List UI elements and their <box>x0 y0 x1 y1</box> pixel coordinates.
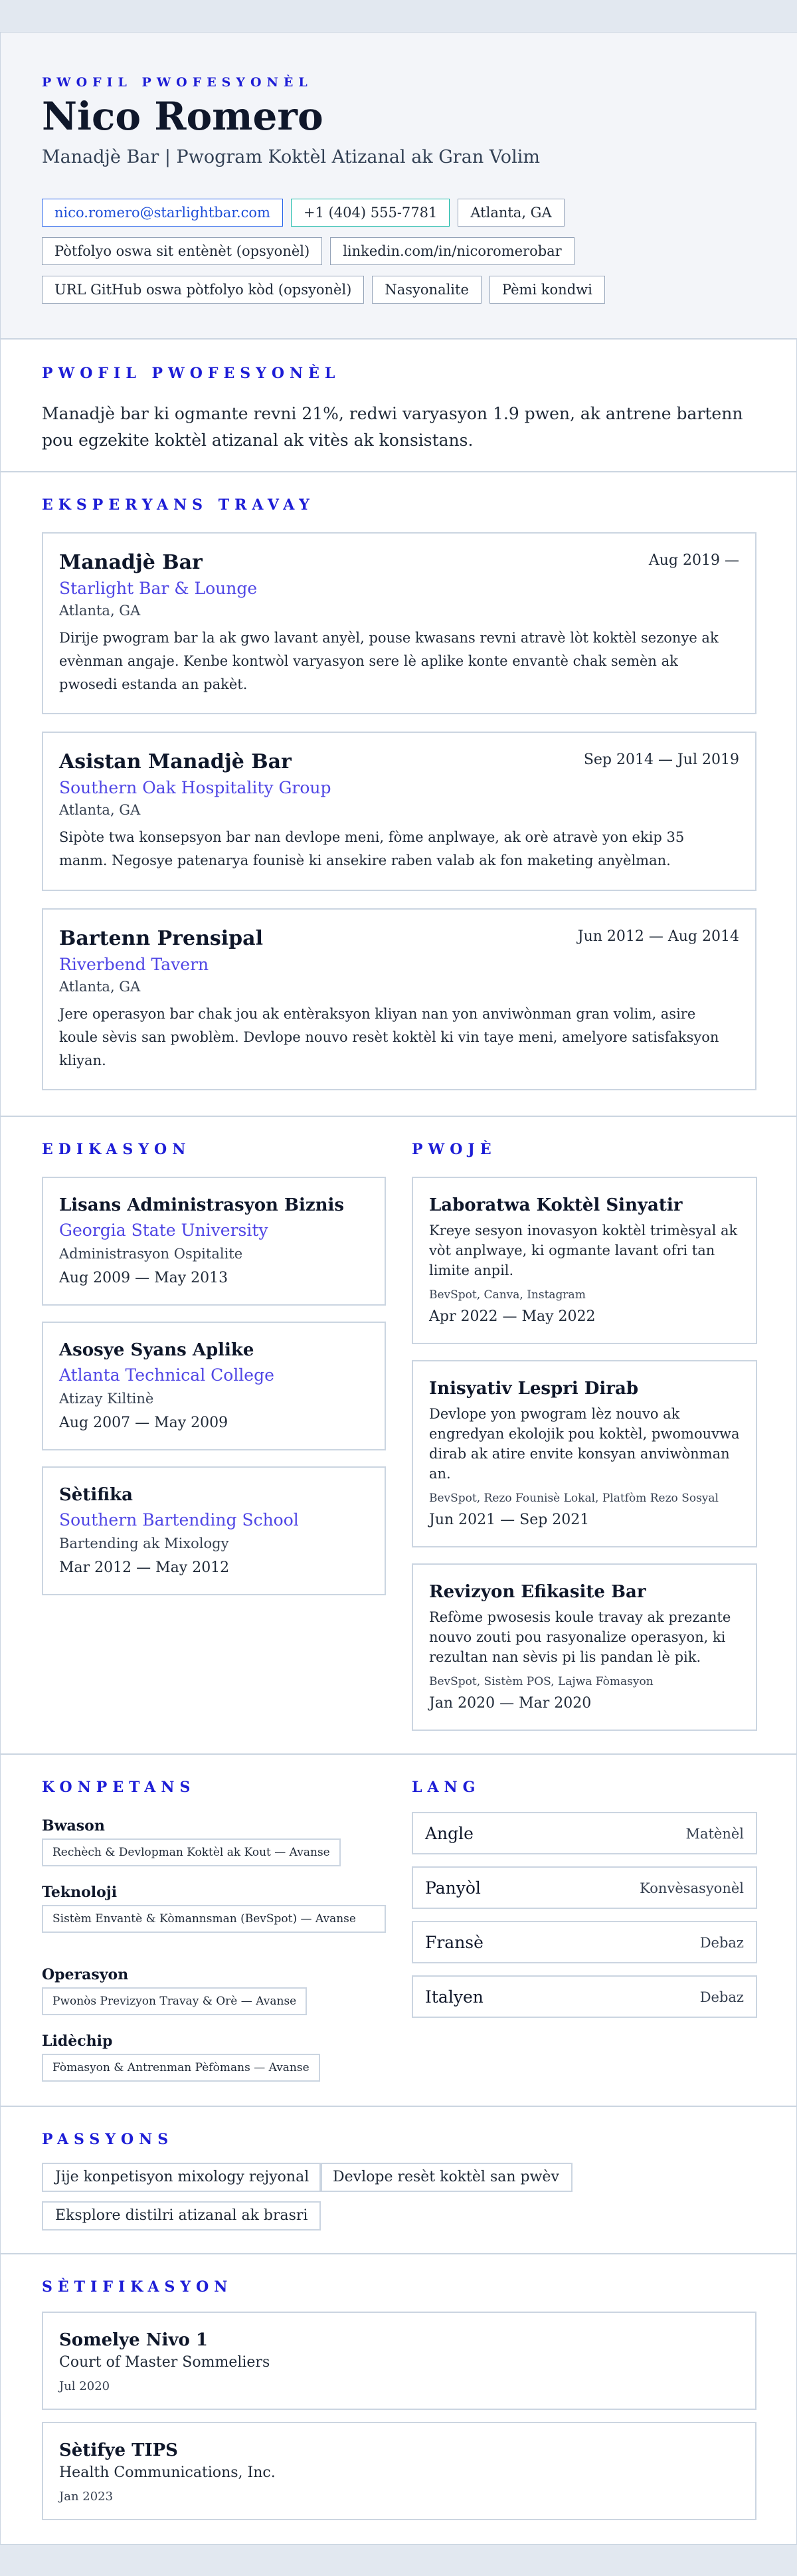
candidate-headline: Manadjè Bar | Pwogram Koktèl Atizanal ak Gran Volim <box>42 147 540 167</box>
job-title: Manadjè Bar <box>59 551 203 574</box>
field-of-study: Bartending ak Mixology <box>59 1536 229 1551</box>
job-company: Starlight Bar & Lounge <box>59 579 258 598</box>
job-company: Riverbend Tavern <box>59 955 209 974</box>
project-name: Laboratwa Koktèl Sinyatir <box>429 1195 683 1215</box>
language-name: Angle <box>425 1824 474 1843</box>
email-chip[interactable]: nico.romero@starlightbar.com <box>42 199 283 227</box>
job-location: Atlanta, GA <box>59 802 141 818</box>
resume-header <box>1 33 797 338</box>
language-row <box>412 1975 757 2018</box>
language-level: Matènèl <box>685 1826 744 1842</box>
education-dates: Aug 2009 — May 2013 <box>59 1270 228 1286</box>
field-of-study: Atizay Kiltinè <box>59 1391 154 1407</box>
job-location: Atlanta, GA <box>59 603 141 619</box>
summary-text: Manadjè bar ki ogmante revni 21%, redwi varyasyon 1.9 pwen, ak antrene bartenn pou egzekite koktèl atizanal ak vitès ak konsistans. <box>42 404 743 450</box>
language-name: Panyòl <box>425 1878 481 1898</box>
nationality-chip: Nasyonalite <box>372 276 482 304</box>
language-row <box>412 1812 757 1854</box>
skill-chip: Sistèm Envantè & Kòmannsman (BevSpot) — Avanse <box>42 1905 386 1933</box>
hobbies-heading: PASSYONS <box>42 2131 174 2148</box>
job-company: Southern Oak Hospitality Group <box>59 778 331 797</box>
project-item <box>412 1177 757 1344</box>
skills-heading: KONPETANS <box>42 1779 196 1796</box>
school-name: Georgia State University <box>59 1221 268 1240</box>
job-title: Bartenn Prensipal <box>59 927 263 950</box>
job-description: Dirije pwogram bar la ak gwo lavant anyèl, pouse kwasans revni atravè lòt koktèl sezonye ak evènman angaje. Kenbe kontwòl varyasyon sere lè aplike konte envantè chak semèn ak pwosedi estanda an pakèt. <box>59 630 719 692</box>
header-kicker: PWOFIL PWOFESYONÈL <box>42 75 313 90</box>
github-chip[interactable]: URL GitHub oswa pòtfolyo kòd (opsyonèl) <box>42 276 364 304</box>
certification-name: Somelye Nivo 1 <box>59 2330 208 2350</box>
project-description: Kreye sesyon inovasyon koktèl trimèsyal ak vòt anplwaye, ki ogmante lavant ofri tan limite anpil. <box>429 1223 738 1278</box>
education-dates: Aug 2007 — May 2009 <box>59 1415 228 1431</box>
skill-chip: Rechèch & Devlopman Koktèl ak Kout — Avanse <box>42 1838 341 1866</box>
project-tech: BevSpot, Canva, Instagram <box>429 1288 586 1302</box>
certification-item <box>42 2312 756 2410</box>
job-title: Asistan Manadjè Bar <box>59 750 292 773</box>
skill-chip: Fòmasyon & Antrenman Pèfòmans — Avanse <box>42 2054 320 2082</box>
hobby-chip: Jije konpetisyon mixology rejyonal <box>42 2163 322 2192</box>
hobby-chip: Devlope resèt koktèl san pwèv <box>319 2163 573 2192</box>
education-item <box>42 1177 386 1306</box>
certification-issuer: Court of Master Sommeliers <box>59 2354 270 2371</box>
project-description: Refòme pwosesis koule travay ak prezante nouvo zouti pou rasyonalize operasyon, ki rezultan nan sèvis pi lis pandan lè pik. <box>429 1609 731 1665</box>
job-dates: Jun 2012 — Aug 2014 <box>577 928 739 945</box>
school-name: Atlanta Technical College <box>59 1365 274 1385</box>
certifications-section <box>1 2253 797 2545</box>
education-item <box>42 1322 386 1450</box>
language-row <box>412 1921 757 1963</box>
certification-name: Sètifye TIPS <box>59 2440 178 2460</box>
language-name: Italyen <box>425 1987 484 2007</box>
job-location: Atlanta, GA <box>59 979 141 995</box>
education-heading: EDIKASYON <box>42 1141 191 1158</box>
language-name: Fransè <box>425 1933 484 1952</box>
project-dates: Apr 2022 — May 2022 <box>429 1308 596 1325</box>
phone-chip[interactable]: +1 (404) 555-7781 <box>291 199 450 227</box>
education-dates: Mar 2012 — May 2012 <box>59 1559 230 1576</box>
skill-chip: Pwonòs Previzyon Travay & Orè — Avanse <box>42 1987 307 2015</box>
experience-item <box>42 908 756 1090</box>
projects-heading: PWOJÈ <box>412 1141 497 1158</box>
experience-item <box>42 732 756 891</box>
project-dates: Jun 2021 — Sep 2021 <box>429 1512 590 1528</box>
linkedin-chip[interactable]: linkedin.com/in/nicoromerobar <box>330 237 575 265</box>
experience-section <box>1 471 797 1116</box>
skill-category: Operasyon <box>42 1966 129 1983</box>
language-level: Konvèsasyonèl <box>640 1880 744 1896</box>
summary-heading: PWOFIL PWOFESYONÈL <box>42 365 341 382</box>
skill-category: Teknoloji <box>42 1884 118 1901</box>
education-projects-section <box>1 1116 797 1753</box>
certification-date: Jan 2023 <box>59 2490 114 2504</box>
experience-heading: EKSPERYANS TRAVAY <box>42 496 315 514</box>
project-name: Revizyon Efikasite Bar <box>429 1582 646 1602</box>
project-tech: BevSpot, Rezo Founisè Lokal, Platfòm Rezo Sosyal <box>429 1492 719 1505</box>
skill-category: Lidèchip <box>42 2032 113 2050</box>
certification-item <box>42 2422 756 2520</box>
certifications-heading: SÈTIFIKASYON <box>42 2278 233 2296</box>
job-dates: Aug 2019 — <box>648 552 739 569</box>
contact-chips <box>42 199 759 304</box>
experience-item <box>42 532 756 714</box>
project-description: Devlope yon pwogram lèz nouvo ak engredyan ekolojik pou koktèl, pwomouvwa dirab ak atire envite konsyan anviwònman an. <box>429 1406 740 1482</box>
hobbies-section <box>1 2106 797 2253</box>
certification-issuer: Health Communications, Inc. <box>59 2464 276 2481</box>
project-item <box>412 1360 757 1547</box>
degree-title: Asosye Syans Aplike <box>59 1340 254 1360</box>
language-level: Debaz <box>699 1935 744 1951</box>
location-chip: Atlanta, GA <box>458 199 564 227</box>
languages-heading: LANG <box>412 1779 481 1796</box>
certification-date: Jul 2020 <box>59 2379 110 2393</box>
job-description: Jere operasyon bar chak jou ak entèraksyon kliyan nan yon anviwònman gran volim, asire koule sèvis san pwoblèm. Devlope nouvo resèt koktèl ki vin taye meni, amelyore satisfaksyon kliyan. <box>59 1006 719 1068</box>
hobby-chip: Eksplore distilri atizanal ak brasri <box>42 2201 321 2230</box>
candidate-name: Nico Romero <box>42 94 323 139</box>
permit-chip: Pèmi kondwi <box>489 276 605 304</box>
school-name: Southern Bartending School <box>59 1510 299 1530</box>
field-of-study: Administrasyon Ospitalite <box>59 1246 243 1262</box>
language-row <box>412 1866 757 1909</box>
job-dates: Sep 2014 — Jul 2019 <box>583 751 739 768</box>
project-tech: BevSpot, Sistèm POS, Lajwa Fòmasyon <box>429 1675 654 1688</box>
degree-title: Lisans Administrasyon Biznis <box>59 1195 345 1215</box>
portfolio-chip[interactable]: Pòtfolyo oswa sit entènèt (opsyonèl) <box>42 237 322 265</box>
summary-section <box>1 338 797 471</box>
job-description: Sipòte twa konsepsyon bar nan devlope meni, fòme anplwaye, ak orè atravè yon ekip 35 manm. Negosye patenarya founisè ki ansekire raben valab ak fon maketing anyèlman. <box>59 829 685 868</box>
education-item <box>42 1466 386 1595</box>
resume-page <box>0 32 797 2545</box>
skill-category: Bwason <box>42 1817 105 1834</box>
project-name: Inisyativ Lespri Dirab <box>429 1379 638 1399</box>
project-item <box>412 1563 757 1731</box>
degree-title: Sètifika <box>59 1485 133 1505</box>
project-dates: Jan 2020 — Mar 2020 <box>429 1695 592 1712</box>
skills-languages-section <box>1 1753 797 2106</box>
language-level: Debaz <box>699 1989 744 2005</box>
